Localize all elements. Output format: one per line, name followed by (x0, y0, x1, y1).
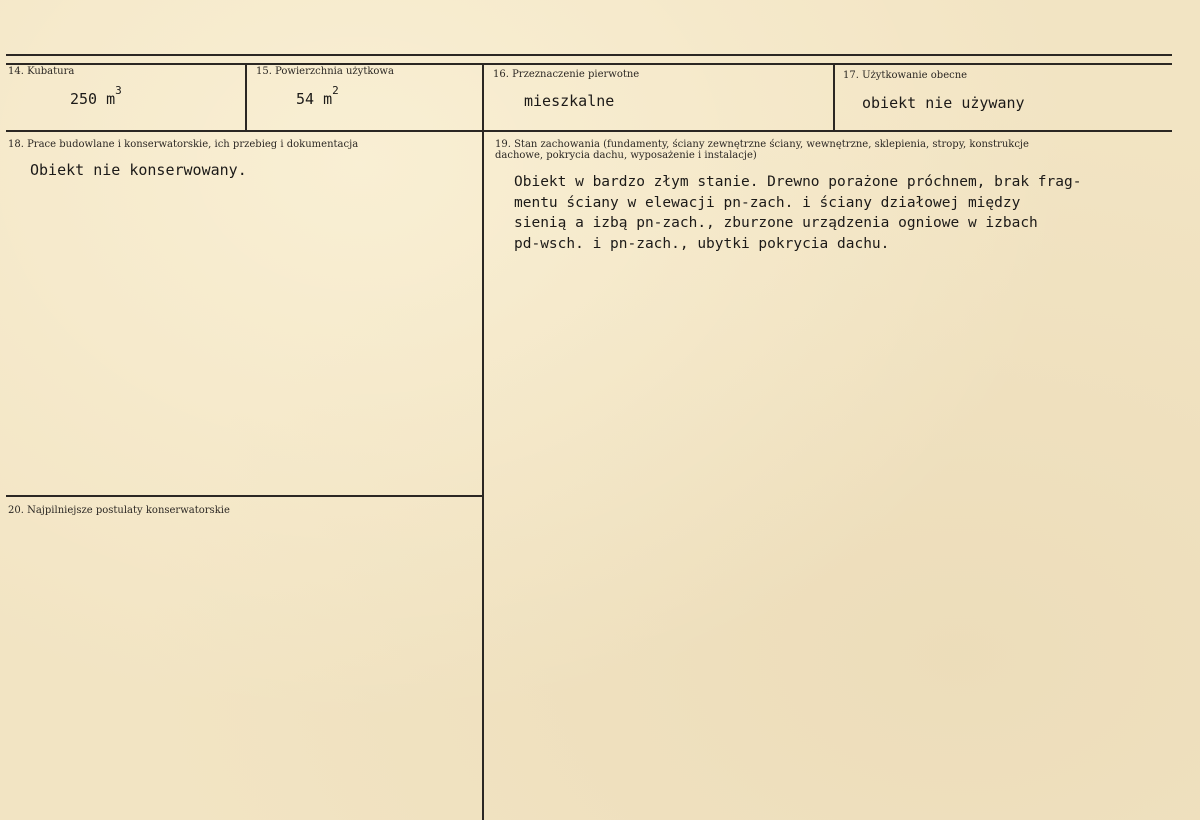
stan-zachowania-text (514, 172, 1081, 254)
divider-15-16 (482, 63, 484, 820)
postulaty-label: 20. Najpilniejsze postulaty konserwatorskie (8, 505, 230, 516)
stan-line: Obiekt w bardzo złym stanie. Drewno porażone próchnem, brak frag- (514, 174, 1082, 190)
header-row-bottom-rule (6, 130, 1172, 132)
prace-value: Obiekt nie konserwowany. (30, 161, 247, 179)
kubatura-number: 250 (70, 90, 98, 108)
stan-line: pd-wsch. i pn-zach., ubytki pokrycia dachu. (514, 235, 890, 252)
kubatura-unit: m (106, 90, 116, 108)
divider-16-17 (833, 63, 835, 131)
top-rule (6, 54, 1172, 56)
powierzchnia-unit: m (323, 90, 333, 108)
uzytkowanie-value: obiekt nie używany (862, 94, 1025, 112)
uzytkowanie-label: 17. Użytkowanie obecne (843, 70, 968, 81)
divider-14-15 (245, 63, 247, 131)
stan-line: sienią a izbą pn-zach., zburzone urządzenia ogniowe w izbach (514, 215, 1038, 231)
przeznaczenie-value: mieszkalne (524, 92, 615, 110)
powierzchnia-label: 15. Powierzchnia użytkowa (256, 66, 394, 77)
powierzchnia-number: 54 (296, 90, 315, 108)
powierzchnia-value (296, 84, 339, 108)
kubatura-label: 14. Kubatura (8, 66, 75, 77)
kubatura-exponent: 3 (115, 84, 122, 97)
header-row-top-rule (6, 63, 1172, 65)
kubatura-value (70, 84, 122, 108)
przeznaczenie-label: 16. Przeznaczenie pierwotne (493, 69, 640, 80)
stan-line: mentu ściany w elewacji pn-zach. i ściany działowej między (514, 194, 1021, 211)
section-18-bottom-rule (6, 495, 484, 497)
powierzchnia-exponent: 2 (332, 84, 339, 97)
prace-label: 18. Prace budowlane i konserwatorskie, ich przebieg i dokumentacja (8, 139, 359, 150)
stan-zachowania-label: 19. Stan zachowania (fundamenty, ściany zewnętrzne ściany, wewnętrzne, sklepienia, stropy, konstrukcje dachowe, pokrycia dachu, wyposażenie i instalacje) (495, 139, 1029, 161)
